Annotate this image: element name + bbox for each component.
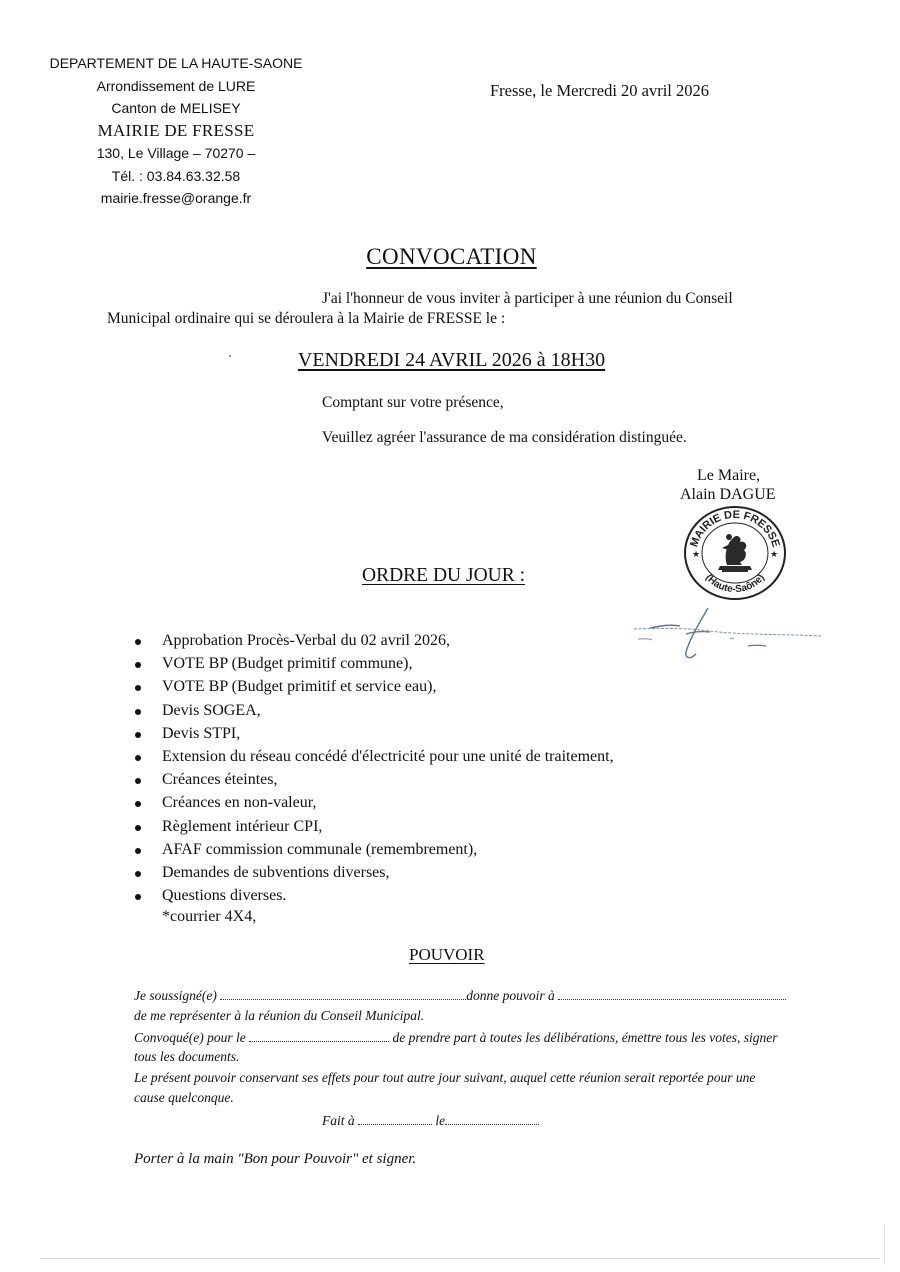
list-item: VOTE BP (Budget primitif commune),	[126, 655, 614, 678]
pouvoir-line-2: de me représenter à la réunion du Conseil Municipal.	[134, 1008, 425, 1023]
bullet-icon	[135, 801, 141, 807]
fait-le-field[interactable]	[445, 1112, 539, 1125]
signatory-name: Alain DAGUE	[680, 486, 776, 503]
soussigne-label: Je soussigné(e)	[134, 988, 217, 1003]
pouvoir-line-7	[322, 1112, 539, 1129]
pouvoir-line-3	[134, 1029, 778, 1046]
bullet-icon	[135, 755, 141, 761]
pouvoir-line-4: tous les documents.	[134, 1049, 240, 1064]
list-item: AFAF commission communale (remembrement),	[126, 841, 614, 864]
closing-regards: Veuillez agréer l'assurance de ma considération distinguée.	[322, 429, 687, 446]
agenda-note: *courrier 4X4,	[162, 908, 257, 925]
bullet-icon	[135, 848, 141, 854]
bullet-icon	[135, 709, 141, 715]
intro-line-1: J'ai l'honneur de vous inviter à participer à une réunion du Conseil	[322, 290, 733, 307]
agenda-title: ORDRE DU JOUR :	[362, 565, 526, 586]
list-item: Devis SOGEA,	[126, 702, 614, 725]
canton-line: Canton de MELISEY	[111, 100, 241, 116]
closing-presence: Comptant sur votre présence,	[322, 394, 504, 411]
mairie-stamp	[682, 504, 788, 602]
bullet-icon	[135, 685, 141, 691]
list-item: Demandes de subventions diverses,	[126, 864, 614, 887]
arrondissement-line: Arrondissement de LURE	[96, 77, 256, 94]
fait-a-field[interactable]	[358, 1112, 432, 1125]
list-item: Questions diverses.	[126, 887, 614, 910]
list-item: Devis STPI,	[126, 725, 614, 748]
pouvoir-title: POUVOIR	[409, 945, 485, 964]
stamp-top-text: MAIRIE DE FRESSE	[688, 508, 782, 549]
bullet-icon	[135, 662, 141, 668]
prendre-part-text: de prendre part à toutes les délibérations, émettre tous les votes, signer	[392, 1030, 778, 1045]
department-line: DEPARTEMENT DE LA HAUTE-SAONE	[49, 55, 303, 71]
fait-a-label: Fait à	[322, 1113, 355, 1128]
list-item: VOTE BP (Budget primitif et service eau),	[126, 678, 614, 701]
convoque-date-field[interactable]	[249, 1029, 389, 1042]
list-item: Créances en non-valeur,	[126, 794, 614, 817]
bullet-icon	[135, 825, 141, 831]
bullet-icon	[135, 778, 141, 784]
soussigne-field[interactable]	[220, 987, 466, 1000]
phone-line: Tél. : 03.84.63.32.58	[111, 167, 241, 184]
document-title: CONVOCATION	[366, 244, 537, 269]
list-item: Extension du réseau concédé d'électricité pour une unité de traitement,	[126, 748, 614, 771]
list-item: Créances éteintes,	[126, 771, 614, 794]
mairie-line: MAIRIE DE FRESSE	[97, 120, 255, 140]
pouvoir-line-6: cause quelconque.	[134, 1090, 234, 1105]
intro-line-2: Municipal ordinaire qui se déroulera à la Mairie de FRESSE le :	[107, 310, 506, 327]
donne-pouvoir-label: donne pouvoir à	[466, 988, 555, 1003]
bullet-icon	[135, 732, 141, 738]
mandataire-field[interactable]	[558, 987, 786, 1000]
pouvoir-instruction: Porter à la main "Bon pour Pouvoir" et signer.	[134, 1151, 417, 1167]
pouvoir-line-5: Le présent pouvoir conservant ses effets pour tout autre jour suivant, auquel cette réunion serait reportée pour une	[134, 1070, 756, 1085]
meeting-datetime: VENDREDI 24 AVRIL 2026 à 18H30	[297, 349, 606, 371]
bullet-icon	[135, 894, 141, 900]
signatory-title: Le Maire,	[697, 467, 761, 484]
date-line: Fresse, le Mercredi 20 avril 2026	[490, 81, 710, 100]
scan-edge-mark	[884, 1225, 885, 1265]
stamp-bottom-text: (Haute-Saône)	[703, 572, 767, 596]
svg-text:(Haute-Saône)	[703, 572, 767, 595]
list-item: Approbation Procès-Verbal du 02 avril 2026,	[126, 632, 614, 655]
scan-edge-line	[40, 1258, 880, 1259]
pouvoir-line-1	[134, 987, 786, 1004]
letterhead	[40, 52, 312, 210]
list-item: Règlement intérieur CPI,	[126, 818, 614, 841]
le-label: le	[435, 1113, 446, 1128]
bullet-icon	[135, 639, 141, 645]
bullet-icon	[135, 871, 141, 877]
agenda-list	[126, 632, 614, 910]
address-line: 130, Le Village – 70270 –	[96, 145, 256, 161]
svg-text:★: ★	[692, 549, 701, 559]
convoque-label: Convoqué(e) pour le	[134, 1030, 246, 1045]
svg-text:★: ★	[770, 549, 779, 559]
stamp-emblem	[718, 534, 752, 572]
handwritten-signature	[630, 604, 825, 664]
email-line: mairie.fresse@orange.fr	[100, 190, 252, 206]
